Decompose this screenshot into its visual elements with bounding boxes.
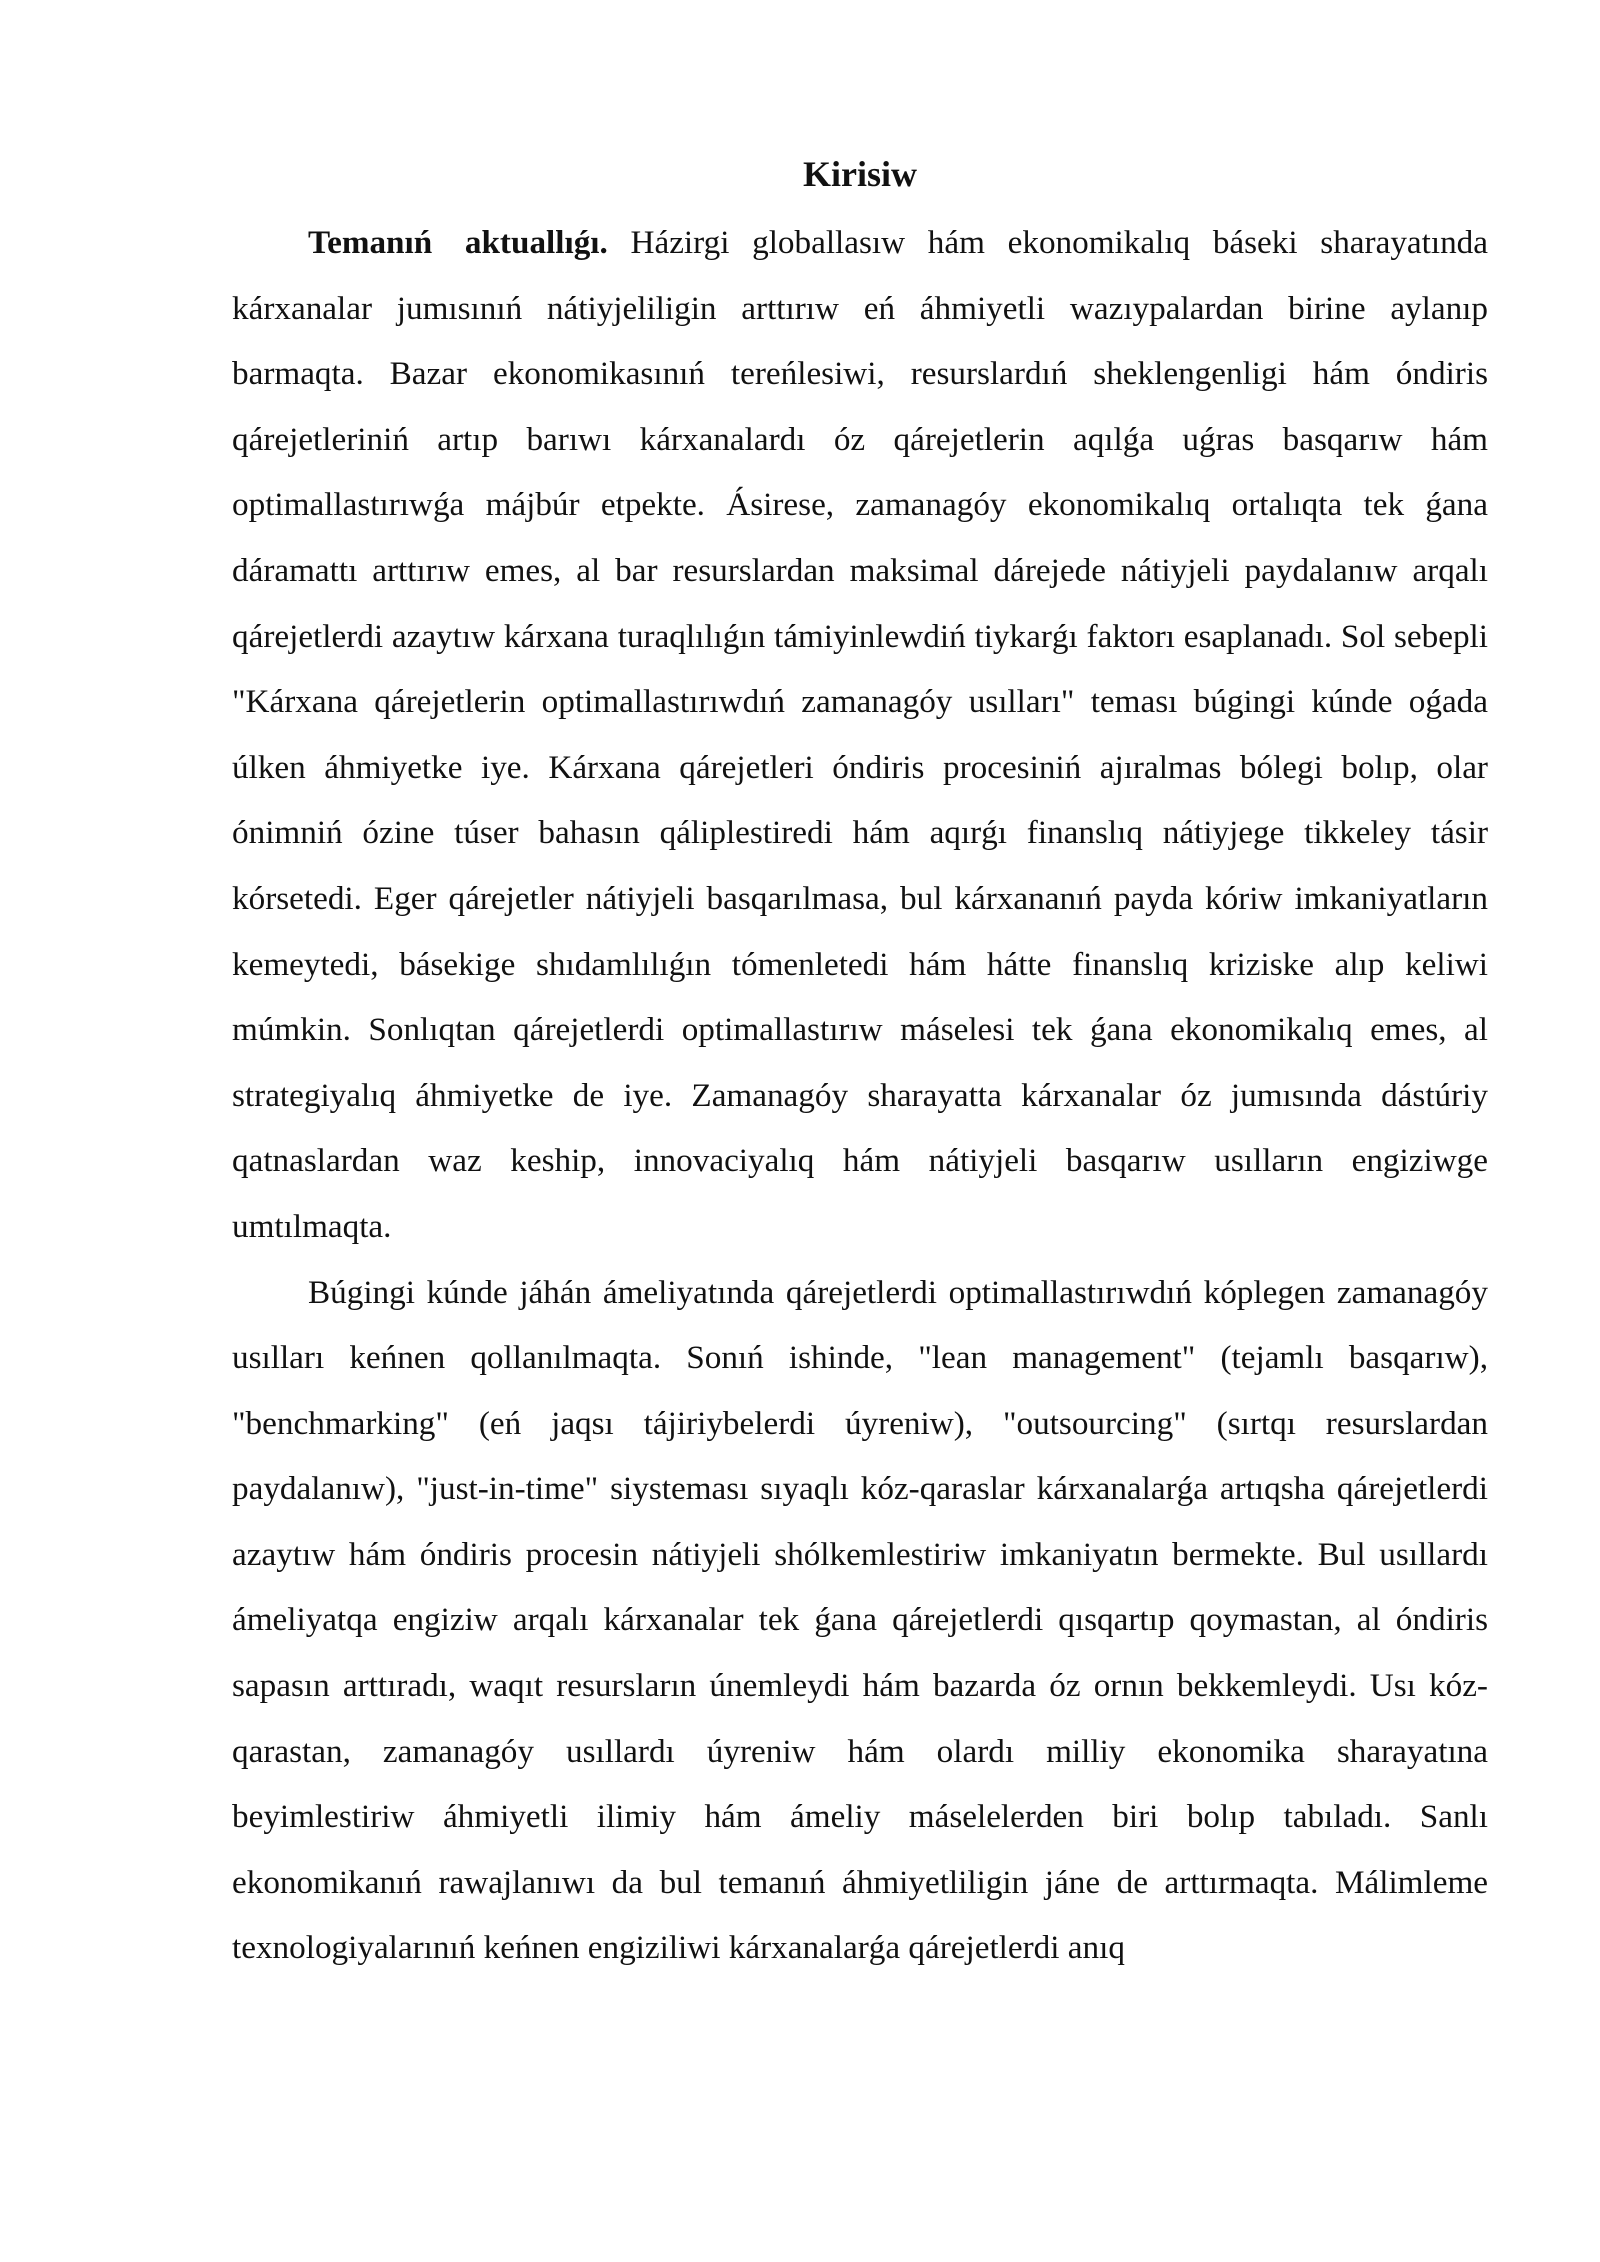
paragraph-relevance xyxy=(232,210,1488,1260)
paragraph-methods: Búgingi kúnde jáhán ámeliyatında qárejetlerdi optimallastırıwdıń kóplegen zamanagóy usılları keńnen qollanılmaqta. Sonıń ishinde, "lean management" (tejamlı basqarıw), "benchmarking" (eń jaqsı tájiriybelerdi úyreniw), "outsourcing" (sırtqı resurslardan paydalanıw), "just-in-time" siysteması sıyaqlı kóz-qaraslar kárxanalarǵa artıqsha qárejetlerdi azaytıw hám óndiris procesin nátiyjeli shólkemlestiriw imkaniyatın bermekte. Bul usıllardı ámeliyatqa engiziw arqalı kárxanalar tek ǵana qárejetlerdi qısqartıp qoymastan, al óndiris sapasın arttıradı, waqıt resursların únemleydi hám bazarda óz ornın bekkemleydi. Usı kóz-qarastan, zamanagóy usıllardı úyreniw hám olardı milliy ekonomika sharayatına beyimlestiriw áhmiyetli ilimiy hám ámeliy máselelerden biri bolıp tabıladı. Sanlı ekonomikanıń rawajlanıwı da bul temanıń áhmiyetliligin jáne de arttırmaqta. Málimleme texnologiyalarınıń keńnen engiziliwi kárxanalarǵa qárejetlerdi anıq xyxy=(232,1273,1488,1967)
document-body xyxy=(232,148,1488,1981)
paragraph-lead-heading: Temanıń aktuallıǵı. xyxy=(308,224,608,261)
document-title: Kirisiw xyxy=(803,154,917,194)
paragraph-relevance-text: Házirgi globallasıw hám ekonomikalıq báseki sharayatında kárxanalar jumısınıń nátiyjeliligin arttırıw eń áhmiyetli wazıypalardan birine aylanıp barmaqta. Bazar ekonomikasınıń tereńlesiwi, resurslardıń sheklengenligi hám óndiris qárejetleriniń artıp barıwı kárxanalardı óz qárejetlerin aqılǵa uǵras basqarıw hám optimallastırıwǵa májbúr etpekte. Ásirese, zamanagóy ekonomikalıq ortalıqta tek ǵana dáramattı arttırıw emes, al bar resurslardan maksimal dárejede nátiyjeli paydalanıw arqalı qárejetlerdi azaytıw kárxana turaqlılıǵın támiyinlewdiń tiykarǵı faktorı esaplanadı. Sol sebepli "Kárxana qárejetlerin optimallastırıwdıń zamanagóy usılları" teması búgingi kúnde oǵada úlken áhmiyetke iye. Kárxana qárejetleri óndiris procesiniń ajıralmas bólegi bolıp, olar ónimniń ózine túser bahasın qáliplestiredi hám aqırǵı finanslıq nátiyjege tikkeley tásir kórsetedi. Eger qárejetler nátiyjeli basqarılmasa, bul kárxananıń payda kóriw imkaniyatların kemeytedi, básekige shıdamlılıǵın tómenletedi hám hátte finanslıq kriziske alıp keliwi múmkin. Sonlıqtan qárejetlerdi optimallastırıw máselesi tek ǵana ekonomikalıq emes, al strategiyalıq áhmiyetke de iye. Zamanagóy sharayatta kárxanalar óz jumısında dástúriy qatnaslardan waz keship, innovaciyalıq hám nátiyjeli basqarıw usılların engiziwge umtılmaqta. xyxy=(232,224,1488,1245)
